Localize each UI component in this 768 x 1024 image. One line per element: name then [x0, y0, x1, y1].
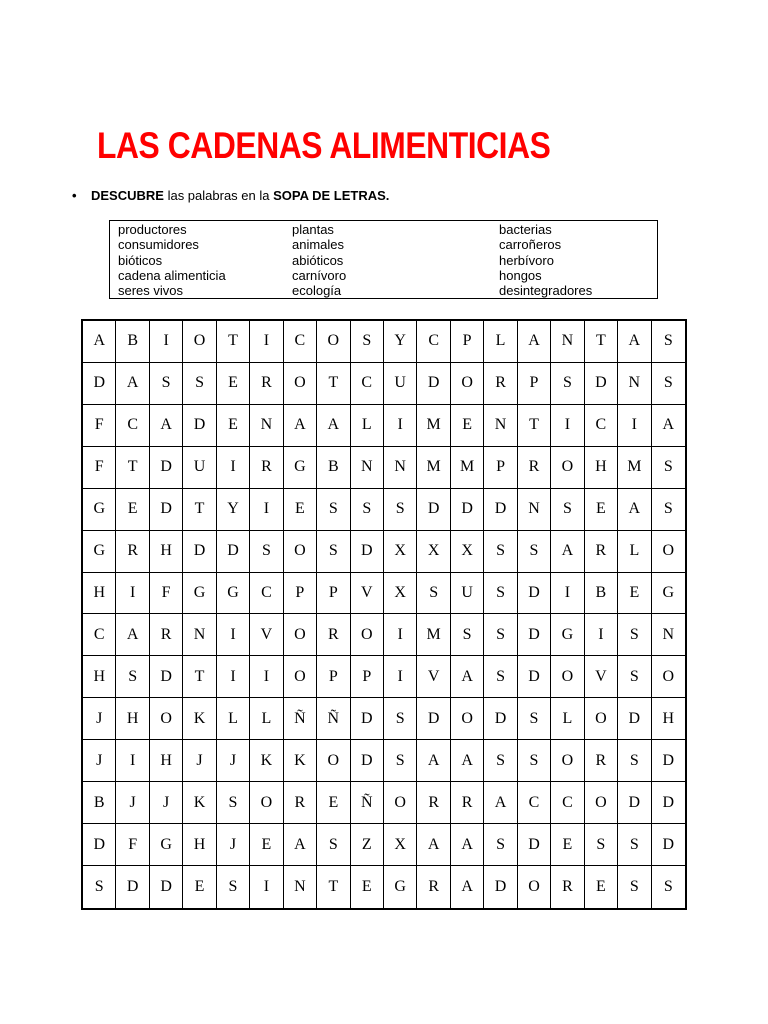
grid-cell: T	[518, 405, 551, 447]
grid-cell: U	[183, 447, 216, 489]
grid-cell: Y	[217, 489, 250, 531]
grid-cell: I	[384, 656, 417, 698]
grid-cell: E	[585, 866, 618, 908]
grid-cell: O	[451, 698, 484, 740]
grid-cell: I	[250, 656, 283, 698]
grid-cell: P	[317, 656, 350, 698]
grid-cell: O	[284, 614, 317, 656]
word-item: herbívoro	[499, 252, 554, 268]
grid-cell: D	[518, 614, 551, 656]
grid-cell: O	[518, 866, 551, 908]
grid-cell: D	[652, 824, 685, 866]
grid-cell: S	[618, 656, 651, 698]
grid-cell: N	[250, 405, 283, 447]
grid-cell: Z	[351, 824, 384, 866]
word-item: bacterias	[499, 222, 552, 237]
grid-cell: A	[83, 321, 116, 363]
grid-cell: D	[618, 782, 651, 824]
grid-cell: I	[250, 866, 283, 908]
grid-cell: O	[284, 363, 317, 405]
grid-cell: D	[150, 447, 183, 489]
grid-cell: N	[351, 447, 384, 489]
grid-cell: O	[384, 782, 417, 824]
grid-cell: C	[351, 363, 384, 405]
grid-cell: H	[83, 656, 116, 698]
grid-cell: G	[652, 573, 685, 615]
grid-cell: S	[618, 614, 651, 656]
grid-cell: S	[317, 489, 350, 531]
bullet: •	[72, 188, 77, 203]
grid-cell: O	[150, 698, 183, 740]
grid-cell: J	[217, 740, 250, 782]
grid-cell: M	[417, 614, 450, 656]
grid-cell: K	[284, 740, 317, 782]
grid-cell: T	[183, 489, 216, 531]
grid-cell: B	[83, 782, 116, 824]
grid-cell: R	[250, 447, 283, 489]
grid-cell: I	[217, 447, 250, 489]
grid-cell: S	[484, 740, 517, 782]
grid-cell: E	[618, 573, 651, 615]
grid-cell: A	[451, 656, 484, 698]
grid-cell: S	[652, 489, 685, 531]
grid-cell: J	[83, 740, 116, 782]
grid-cell: H	[150, 740, 183, 782]
grid-cell: G	[83, 531, 116, 573]
grid-cell: J	[150, 782, 183, 824]
grid-cell: O	[652, 531, 685, 573]
grid-cell: M	[451, 447, 484, 489]
grid-cell: D	[150, 656, 183, 698]
grid-cell: A	[116, 614, 149, 656]
grid-cell: B	[317, 447, 350, 489]
grid-cell: R	[585, 740, 618, 782]
page-title: LAS CADENAS ALIMENTICIAS	[97, 125, 551, 166]
grid-cell: T	[217, 321, 250, 363]
grid-cell: I	[116, 740, 149, 782]
grid-cell: R	[484, 363, 517, 405]
grid-cell: C	[116, 405, 149, 447]
grid-cell: S	[217, 782, 250, 824]
grid-cell: I	[217, 614, 250, 656]
grid-cell: J	[217, 824, 250, 866]
grid-cell: J	[116, 782, 149, 824]
grid-cell: G	[183, 573, 216, 615]
grid-cell: L	[551, 698, 584, 740]
grid-cell: Ñ	[351, 782, 384, 824]
grid-cell: A	[451, 824, 484, 866]
grid-cell: S	[83, 866, 116, 908]
grid-cell: O	[652, 656, 685, 698]
word-item: seres vivos	[118, 283, 184, 299]
word-item: hongos	[499, 267, 542, 283]
grid-cell: R	[250, 363, 283, 405]
grid-cell: G	[83, 489, 116, 531]
grid-cell: X	[417, 531, 450, 573]
grid-cell: X	[384, 824, 417, 866]
grid-cell: F	[150, 573, 183, 615]
grid-cell: D	[585, 363, 618, 405]
grid-cell: D	[183, 531, 216, 573]
grid-cell: H	[652, 698, 685, 740]
grid-cell: N	[484, 405, 517, 447]
grid-cell: S	[150, 363, 183, 405]
grid-cell: I	[551, 573, 584, 615]
grid-cell: S	[417, 573, 450, 615]
grid-cell: A	[417, 824, 450, 866]
grid-cell: N	[518, 489, 551, 531]
grid-cell: S	[317, 531, 350, 573]
grid-cell: S	[183, 363, 216, 405]
grid-cell: S	[351, 321, 384, 363]
instruction-bold-2: SOPA DE LETRAS.	[273, 188, 390, 203]
instruction-bold: DESCUBRE	[91, 188, 164, 203]
grid-cell: D	[451, 489, 484, 531]
grid-cell: I	[384, 614, 417, 656]
grid-cell: D	[484, 698, 517, 740]
grid-cell: T	[317, 363, 350, 405]
grid-cell: O	[284, 656, 317, 698]
grid-cell: S	[217, 866, 250, 908]
grid-cell: C	[417, 321, 450, 363]
grid-cell: E	[183, 866, 216, 908]
grid-cell: O	[551, 656, 584, 698]
grid-cell: F	[83, 405, 116, 447]
grid-cell: E	[217, 405, 250, 447]
grid-cell: S	[351, 489, 384, 531]
grid-cell: N	[551, 321, 584, 363]
grid-cell: O	[585, 782, 618, 824]
word-list-column-1	[118, 222, 226, 298]
grid-cell: S	[585, 824, 618, 866]
grid-cell: H	[585, 447, 618, 489]
grid-cell: R	[284, 782, 317, 824]
grid-cell: D	[150, 866, 183, 908]
grid-cell: S	[451, 614, 484, 656]
grid-cell: D	[351, 740, 384, 782]
grid-cell: O	[585, 698, 618, 740]
word-item: animales	[292, 237, 345, 253]
word-item: bióticos	[118, 252, 163, 268]
grid-cell: I	[250, 321, 283, 363]
grid-cell: O	[451, 363, 484, 405]
grid-cell: A	[518, 321, 551, 363]
grid-cell: R	[417, 782, 450, 824]
grid-cell: H	[83, 573, 116, 615]
instruction	[72, 187, 389, 205]
grid-cell: D	[652, 740, 685, 782]
grid-cell: D	[217, 531, 250, 573]
grid-cell: S	[116, 656, 149, 698]
grid-cell: L	[618, 531, 651, 573]
grid-cell: O	[250, 782, 283, 824]
grid-cell: I	[217, 656, 250, 698]
grid-cell: C	[284, 321, 317, 363]
grid-cell: D	[116, 866, 149, 908]
grid-cell: Ñ	[284, 698, 317, 740]
grid-cell: S	[518, 531, 551, 573]
grid-cell: O	[351, 614, 384, 656]
grid-cell: D	[183, 405, 216, 447]
grid-cell: R	[451, 782, 484, 824]
grid-cell: D	[417, 489, 450, 531]
grid-cell: N	[183, 614, 216, 656]
grid-cell: A	[116, 363, 149, 405]
grid-cell: E	[551, 824, 584, 866]
grid-cell: P	[284, 573, 317, 615]
grid-cell: D	[83, 824, 116, 866]
grid-cell: L	[217, 698, 250, 740]
grid-cell: H	[150, 531, 183, 573]
grid-cell: X	[384, 531, 417, 573]
grid-cell: P	[351, 656, 384, 698]
grid-cell: E	[317, 782, 350, 824]
grid-cell: A	[618, 321, 651, 363]
grid-cell: F	[116, 824, 149, 866]
grid-cell: S	[551, 489, 584, 531]
grid-cell: T	[183, 656, 216, 698]
grid-cell: D	[150, 489, 183, 531]
grid-cell: I	[150, 321, 183, 363]
instruction-text: las palabras en la	[163, 188, 274, 203]
grid-cell: K	[250, 740, 283, 782]
grid-cell: S	[551, 363, 584, 405]
grid-cell: X	[451, 531, 484, 573]
grid-cell: A	[551, 531, 584, 573]
grid-cell: S	[384, 698, 417, 740]
grid-cell: A	[284, 405, 317, 447]
grid-cell: A	[618, 489, 651, 531]
grid-cell: I	[585, 614, 618, 656]
grid-cell: V	[417, 656, 450, 698]
grid-cell: G	[384, 866, 417, 908]
grid-cell: O	[284, 531, 317, 573]
grid-cell: R	[417, 866, 450, 908]
grid-cell: A	[652, 405, 685, 447]
grid-cell: D	[484, 866, 517, 908]
grid-cell: M	[417, 405, 450, 447]
grid-cell: Y	[384, 321, 417, 363]
grid-cell: T	[317, 866, 350, 908]
grid-cell: Ñ	[317, 698, 350, 740]
grid-cell: O	[551, 740, 584, 782]
grid-cell: D	[417, 698, 450, 740]
grid-cell: H	[183, 824, 216, 866]
grid-cell: P	[317, 573, 350, 615]
word-list-column-3	[499, 222, 592, 298]
grid-cell: D	[83, 363, 116, 405]
grid-cell: S	[384, 489, 417, 531]
grid-cell: A	[317, 405, 350, 447]
grid-cell: N	[284, 866, 317, 908]
word-item: abióticos	[292, 252, 344, 268]
grid-cell: C	[250, 573, 283, 615]
grid-cell: G	[217, 573, 250, 615]
grid-cell: M	[618, 447, 651, 489]
grid-cell: D	[518, 824, 551, 866]
grid-cell: T	[585, 321, 618, 363]
grid-cell: S	[618, 740, 651, 782]
grid-cell: S	[652, 321, 685, 363]
grid-cell: H	[116, 698, 149, 740]
word-list-box	[109, 220, 658, 299]
word-item: cadena alimenticia	[118, 267, 226, 283]
grid-cell: D	[484, 489, 517, 531]
grid-cell: S	[484, 656, 517, 698]
grid-cell: O	[551, 447, 584, 489]
grid-cell: D	[518, 656, 551, 698]
grid-cell: R	[585, 531, 618, 573]
grid-cell: L	[250, 698, 283, 740]
grid-cell: A	[150, 405, 183, 447]
grid-cell: D	[351, 531, 384, 573]
grid-cell: O	[317, 321, 350, 363]
word-list-column-2	[292, 222, 346, 298]
grid-cell: E	[585, 489, 618, 531]
grid-cell: V	[585, 656, 618, 698]
grid-cell: C	[585, 405, 618, 447]
grid-cell: A	[417, 740, 450, 782]
grid-cell: V	[250, 614, 283, 656]
grid-cell: S	[317, 824, 350, 866]
grid-cell: E	[116, 489, 149, 531]
grid-cell: E	[217, 363, 250, 405]
grid-cell: L	[351, 405, 384, 447]
grid-cell: P	[484, 447, 517, 489]
grid-cell: I	[384, 405, 417, 447]
grid-cell: C	[83, 614, 116, 656]
grid-cell: S	[384, 740, 417, 782]
grid-cell: R	[317, 614, 350, 656]
grid-cell: S	[652, 447, 685, 489]
grid-cell: C	[551, 782, 584, 824]
word-item: carnívoro	[292, 267, 347, 283]
grid-cell: T	[116, 447, 149, 489]
grid-cell: R	[551, 866, 584, 908]
word-item: plantas	[292, 222, 334, 237]
grid-cell: R	[150, 614, 183, 656]
grid-cell: B	[585, 573, 618, 615]
grid-cell: S	[250, 531, 283, 573]
grid-cell: E	[451, 405, 484, 447]
grid-cell: I	[618, 405, 651, 447]
grid-cell: M	[417, 447, 450, 489]
word-item: carroñeros	[499, 237, 562, 253]
grid-cell: A	[484, 782, 517, 824]
word-item: consumidores	[118, 237, 199, 253]
word-item: desintegradores	[499, 283, 593, 299]
grid-cell: S	[518, 698, 551, 740]
grid-cell: K	[183, 698, 216, 740]
grid-cell: G	[284, 447, 317, 489]
grid-cell: S	[518, 740, 551, 782]
grid-cell: A	[284, 824, 317, 866]
grid-cell: A	[451, 866, 484, 908]
grid-cell: U	[384, 363, 417, 405]
grid-cell: S	[652, 363, 685, 405]
grid-cell: D	[652, 782, 685, 824]
grid-cell: S	[618, 824, 651, 866]
grid-cell: D	[518, 573, 551, 615]
grid-cell: D	[417, 363, 450, 405]
grid-cell: S	[484, 531, 517, 573]
grid-cell: B	[116, 321, 149, 363]
grid-cell: S	[484, 573, 517, 615]
grid-cell: N	[652, 614, 685, 656]
grid-cell: S	[618, 866, 651, 908]
grid-cell: K	[183, 782, 216, 824]
grid-cell: I	[250, 489, 283, 531]
grid-cell: V	[351, 573, 384, 615]
grid-cell: A	[451, 740, 484, 782]
grid-cell: O	[183, 321, 216, 363]
grid-cell: X	[384, 573, 417, 615]
word-item: ecología	[292, 283, 342, 299]
grid-cell: G	[551, 614, 584, 656]
grid-cell: E	[250, 824, 283, 866]
grid-cell: C	[518, 782, 551, 824]
grid-cell: I	[551, 405, 584, 447]
grid-cell: J	[83, 698, 116, 740]
grid-cell: L	[484, 321, 517, 363]
grid-cell: O	[317, 740, 350, 782]
grid-cell: N	[618, 363, 651, 405]
grid-cell: P	[451, 321, 484, 363]
grid-cell: S	[663, 878, 673, 896]
word-item: productores	[118, 222, 187, 237]
grid-cell: E	[284, 489, 317, 531]
word-search-grid	[81, 319, 687, 910]
grid-cell: D	[351, 698, 384, 740]
grid-cell: E	[351, 866, 384, 908]
grid-cell: D	[618, 698, 651, 740]
grid-cell: J	[183, 740, 216, 782]
grid-cell: F	[83, 447, 116, 489]
grid-cell: S	[484, 614, 517, 656]
grid-cell: N	[384, 447, 417, 489]
grid-cell: G	[150, 824, 183, 866]
grid-cell: R	[518, 447, 551, 489]
grid-cell: P	[518, 363, 551, 405]
grid-cell: S	[484, 824, 517, 866]
grid-cell: R	[116, 531, 149, 573]
grid-cell: I	[116, 573, 149, 615]
grid-cell: U	[451, 573, 484, 615]
